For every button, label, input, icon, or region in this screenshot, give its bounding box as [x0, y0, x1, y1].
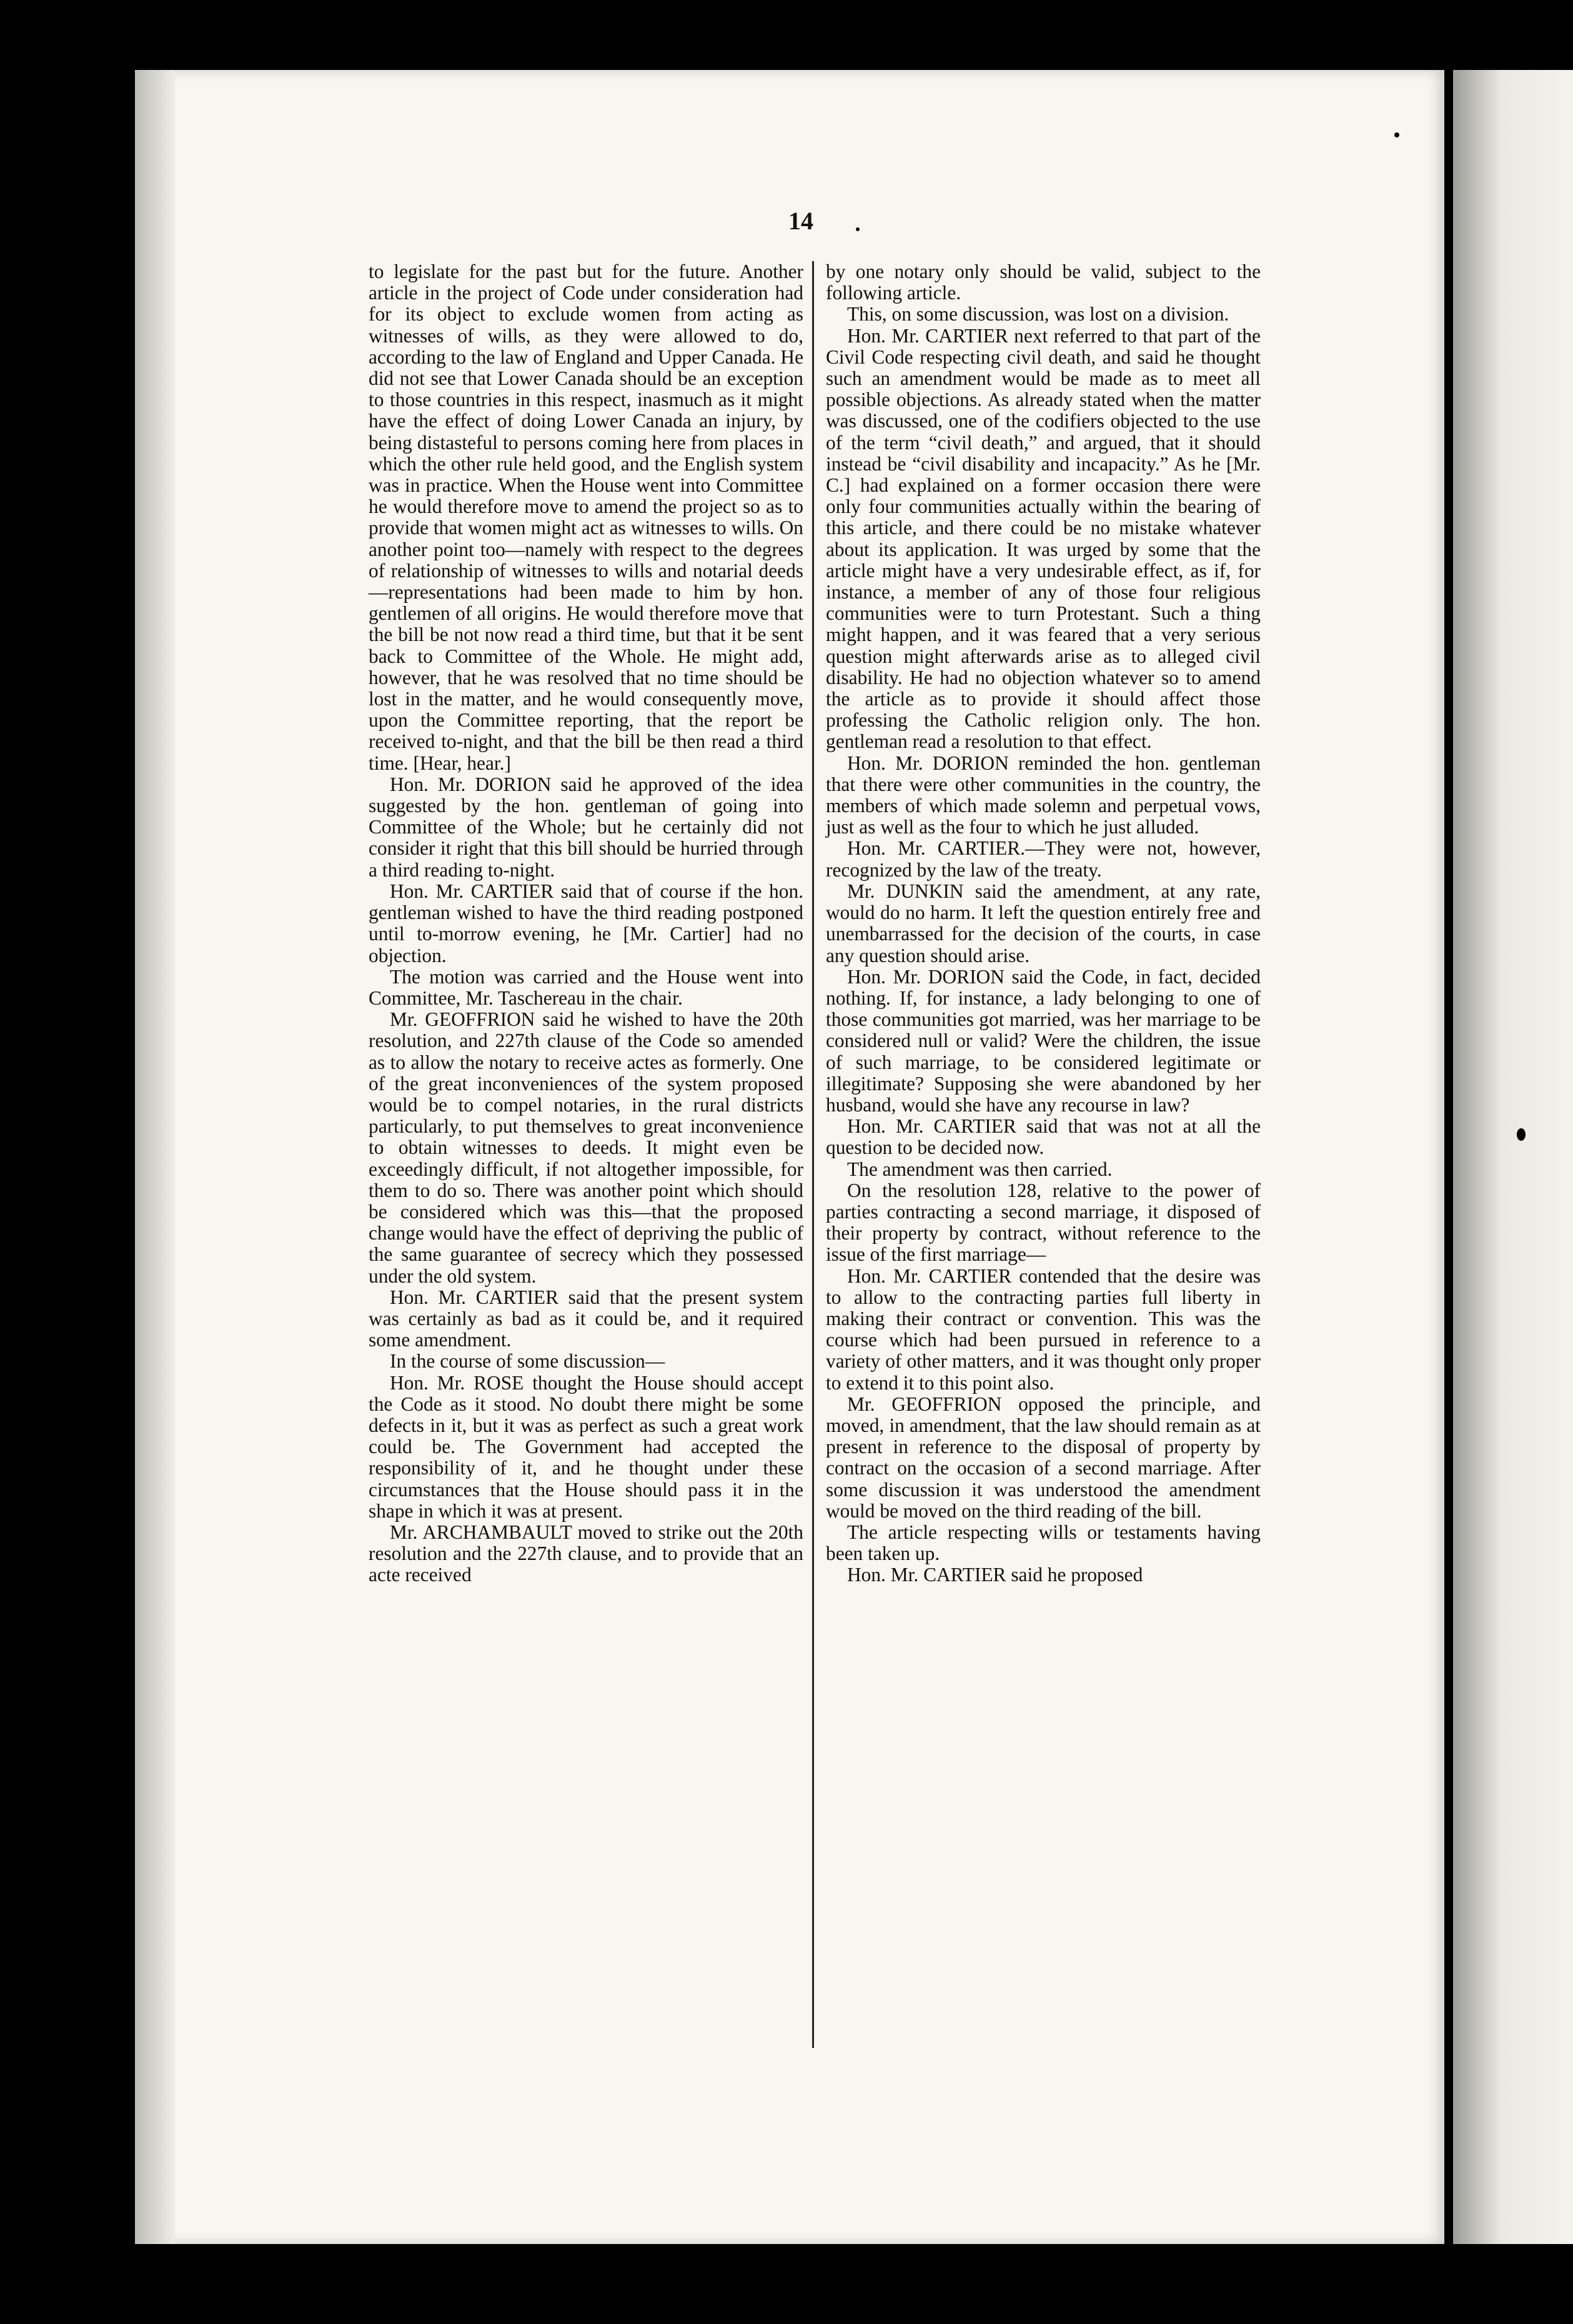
- scan-speck: [856, 227, 860, 231]
- right-column: [826, 261, 1261, 1586]
- scan-speck: [1394, 132, 1399, 137]
- paragraph: Hon. Mr. DORION said the Code, in fact, decided nothing. If, for instance, a lady belonging to one of those communities got married, was her marriage to be considered null or valid? Were the children, the issue of such marriage, to be considered legitimate or illegitimate? Supposing she were abandoned by her husband, would she have any recourse in law?: [826, 965, 1261, 1116]
- adjacent-page-edge: [1453, 70, 1573, 2244]
- paragraph: Hon. Mr. CARTIER said he proposed: [847, 1564, 1143, 1586]
- paragraph: On the resolution 128, relative to the power of parties contracting a second marriage, it disposed of their property by contract, without reference to the issue of the first marriage—: [826, 1179, 1261, 1266]
- paragraph: Hon. Mr. CARTIER next referred to that part of the Civil Code respecting civil death, and said he thought such an amendment would be made as to meet all possible objections. As already stated when the matter was discussed, one of the codifiers objected to the use of the term “civil death,” and argued, that it should instead be “civil disability and incapacity.” As he [Mr. C.] had explained on a former occasion there were only four communities actually within the bearing of this article, and there could be no mistake whatever about its application. It was urged by some that the article might have a very undesirable effect, as if, for instance, a member of any of those four religious communities were to turn Protestant. Such a thing might happen, and it was feared that a very serious question might afterwards arise as to alleged civil disability. He had no objection whatever so to amend the article as to provide it should affect those professing the Catholic religion only. The hon. gentleman read a resolution to that effect.: [826, 324, 1261, 753]
- paragraph: Hon. Mr. CARTIER said that of course if the hon. gentleman wished to have the third reading postponed until to-morrow evening, he [Mr. Cartier] had no objection.: [369, 880, 803, 966]
- paragraph: The motion was carried and the House went into Committee, Mr. Taschereau in the chair.: [369, 965, 803, 1009]
- paragraph: Mr. ARCHAMBAULT moved to strike out the 20th resolution and the 227th clause, and to provide that an acte received: [369, 1521, 803, 1586]
- paragraph: The amendment was then carried.: [847, 1158, 1113, 1180]
- paragraph: to legislate for the past but for the future. Another article in the project of Code under consideration had for its object to exclude women from acting as witnesses of wills, as they were allowed to do, according to the law of England and Upper Canada. He did not see that Lower Canada should be an exception to those countries in this respect, inasmuch as it might have the effect of doing Lower Canada an injury, by being distasteful to persons coming here from places in which the other rule held good, and the English system was in practice. When the House went into Committee he would therefore move to amend the project so as to provide that women might act as witnesses to wills. On another point too—namely with respect to the degrees of relationship of witnesses to wills and notarial deeds—representations had been made to him by hon. gentlemen of all origins. He would therefore move that the bill be not now read a third time, but that it be sent back to Committee of the Whole. He might add, however, that he was resolved that no time should be lost in the matter, and he would consequently move, upon the Committee reporting, that the report be received to-night, and that the bill be then read a third time. [Hear, hear.]: [369, 261, 803, 774]
- paragraph: Hon. Mr. CARTIER said that was not at all the question to be decided now.: [826, 1115, 1261, 1159]
- paragraph: This, on some discussion, was lost on a division.: [847, 303, 1229, 325]
- paragraph: Mr. GEOFFRION said he wished to have the 20th resolution, and 227th clause of the Code so amended as to allow the notary to receive actes as formerly. One of the great inconveniences of the system proposed would be to compel notaries, in the rural districts particularly, to put themselves to great inconvenience to obtain witnesses to deeds. It might even be exceedingly difficult, if not altogether impossible, for them to do so. There was another point which should be considered which was this—that the proposed change would have the effect of depriving the public of the same guarantee of secrecy which they possessed under the old system.: [369, 1008, 803, 1287]
- paragraph: Hon. Mr. DORION said he approved of the idea suggested by the hon. gentleman of going into Committee of the Whole; but he certainly did not consider it right that this bill should be hurried through a third reading to-night.: [369, 773, 803, 881]
- scan-speck: [1517, 1128, 1526, 1141]
- paragraph: by one notary only should be valid, subject to the following article.: [826, 261, 1261, 304]
- paragraph: In the course of some discussion—: [390, 1350, 665, 1373]
- paragraph: Hon. Mr. DORION reminded the hon. gentleman that there were other communities in the country, the members of which made solemn and perpetual vows, just as well as the four to which he just alluded.: [826, 752, 1261, 838]
- column-divider: [812, 261, 814, 2048]
- paragraph: The article respecting wills or testaments having been taken up.: [826, 1521, 1261, 1565]
- paragraph: Hon. Mr. CARTIER contended that the desire was to allow to the contracting parties full liberty in making their contract or convention. This was the course which had been pursued in reference to a variety of other matters, and it was thought only proper to extend it to this point also.: [826, 1264, 1261, 1394]
- page-gutter-shadow: [135, 70, 175, 2244]
- paragraph: Hon. Mr. ROSE thought the House should accept the Code as it stood. No doubt there might be some defects in it, but it was as perfect as such a great work could be. The Government had accepted the responsibility of it, and he thought under these circumstances that the House should pass it in the shape in which it was at present.: [369, 1371, 803, 1522]
- left-column: [369, 261, 803, 1586]
- paragraph: Hon. Mr. CARTIER said that the present system was certainly as bad as it could be, and it required some amendment.: [369, 1286, 803, 1351]
- page-number: 14: [788, 207, 813, 235]
- paragraph: Hon. Mr. CARTIER.—They were not, however, recognized by the law of the treaty.: [826, 837, 1261, 881]
- paragraph: Mr. DUNKIN said the amendment, at any rate, would do no harm. It left the question entirely free and unembarrassed for the decision of the courts, in case any question should arise.: [826, 880, 1261, 966]
- paragraph: Mr. GEOFFRION opposed the principle, and moved, in amendment, that the law should remain as at present in reference to the disposal of property by contract on the occasion of a second marriage. After some discussion it was understood the amendment would be moved on the third reading of the bill.: [826, 1393, 1261, 1522]
